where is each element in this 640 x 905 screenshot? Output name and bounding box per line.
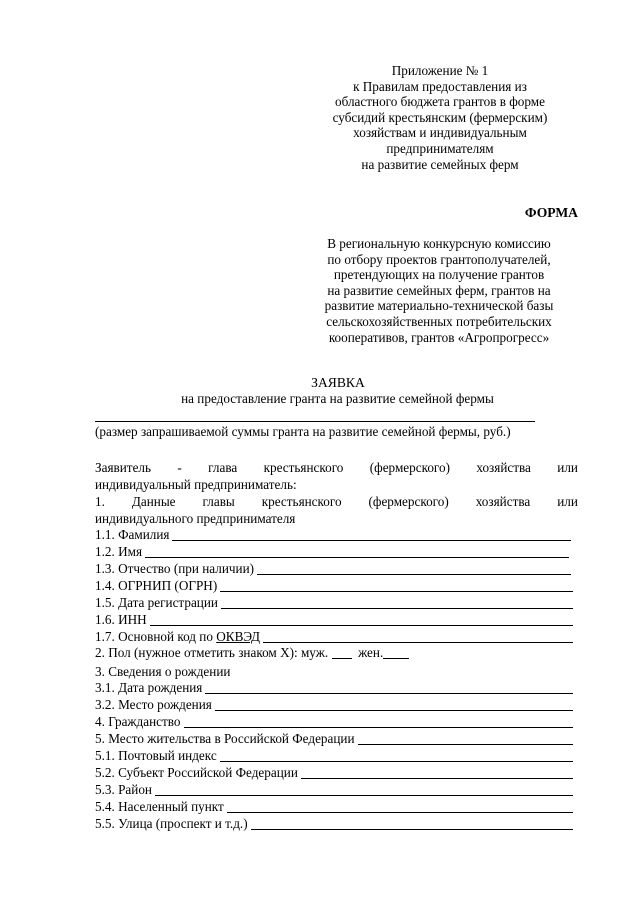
field-label: 5. Место жительства в Российской Федерации [95,731,355,747]
appendix-line: на развитие семейных ферм [361,156,519,172]
grant-amount-caption: (размер запрашиваемой суммы гранта на развитие семейной фермы, руб.) [95,424,511,439]
field-citizenship [95,714,573,730]
field-birth-place [95,697,573,713]
word: крестьянского [261,494,342,509]
street-input[interactable] [251,817,573,830]
field-label: 5.3. Район [95,782,152,798]
field-patronymic [95,561,571,577]
addressee-line: сельскохозяйственных потребительских [326,313,552,329]
field-street [95,816,573,832]
appendix-header [300,63,580,172]
field-label: 5.1. Почтовый индекс [95,748,217,764]
word: глава [208,460,238,475]
field-label: 5.5. Улица (проспект и т.д.) [95,816,248,832]
addressee-line: по отбору проектов грантополучателей, [327,251,551,267]
word: главы [202,494,235,509]
patronymic-input[interactable] [257,562,571,575]
word: - [177,460,182,475]
sex-label: 2. Пол (нужное отметить знаком Х): муж. [95,645,329,660]
appendix-line: областного бюджета грантов в форме [335,94,545,110]
field-federal-subject [95,765,573,781]
addressee-line: В региональную конкурсную комиссию [327,236,551,251]
word: Заявитель [95,460,152,475]
okved-prefix: 1.7. Основной код по [95,629,213,645]
word: (фермерского) [368,494,449,509]
word: Данные [131,494,176,509]
field-label: 1.3. Отчество (при наличии) [95,561,255,577]
word: (фермерского) [369,460,450,475]
appendix-line: субсидий крестьянским (фермерским) [332,109,548,125]
field-label: 3.2. Место рождения [95,697,212,713]
field-label: 4. Гражданство [95,714,181,730]
birth-place-input[interactable] [215,698,573,711]
application-title: ЗАЯВКА [311,375,365,390]
field-last-name [95,527,571,543]
word: хозяйства [476,460,531,475]
form-label: ФОРМА [524,205,578,220]
birth-date-input[interactable] [205,681,573,694]
appendix-line: к Правилам предоставления из [353,78,527,94]
section-3-heading: 3. Сведения о рождении [95,664,231,679]
applicant-line-2: индивидуальный предприниматель: [95,477,297,492]
word: хозяйства [475,494,531,509]
federal-subject-input[interactable] [301,766,573,779]
field-first-name [95,544,569,560]
field-label: 1.5. Дата регистрации [95,595,218,611]
section-1-heading-line-2: индивидуального предпринимателя [95,511,296,526]
grant-amount-field[interactable] [95,421,535,422]
ogrnip-input[interactable] [220,579,573,592]
sex-female-checkbox[interactable] [383,646,409,659]
sex-female-label: жен. [358,645,384,660]
last-name-input[interactable] [172,528,571,541]
field-district [95,782,573,798]
field-label: 1.2. Имя [95,544,143,560]
field-label: 1.6. ИНН [95,612,147,628]
postal-code-input[interactable] [220,749,573,762]
word: или [557,460,578,475]
applicant-line [95,460,578,476]
citizenship-input[interactable] [184,715,573,728]
application-subtitle: на предоставление гранта на развитие семейной фермы [181,391,494,406]
inn-input[interactable] [150,613,573,626]
field-ogrnip [95,578,573,594]
field-label: 1.1. Фамилия [95,527,170,543]
appendix-line: хозяйствам и индивидуальным [353,125,527,141]
field-okved-code [95,629,573,645]
field-postal-code [95,748,573,764]
addressee-block [300,236,578,345]
field-label: 1.4. ОГРНИП (ОГРН) [95,578,218,594]
field-label: 3.1. Дата рождения [95,680,203,696]
residence-input[interactable] [358,732,573,745]
field-inn [95,612,573,628]
registration-date-input[interactable] [221,596,573,609]
sex-male-checkbox[interactable] [332,646,352,659]
field-label [95,629,263,645]
section-1-heading [95,494,578,510]
word: крестьянского [263,460,344,475]
okved-code-input[interactable] [263,630,573,643]
field-sex [95,645,409,661]
field-settlement [95,799,573,815]
okved-link[interactable]: ОКВЭД [216,629,260,645]
field-residence [95,731,573,747]
appendix-line: предпринимателям [386,140,494,156]
appendix-line: Приложение № 1 [391,63,489,78]
district-input[interactable] [155,783,573,796]
addressee-line: развитие материально-технической базы [324,298,554,314]
settlement-input[interactable] [227,800,573,813]
field-registration-date [95,595,573,611]
field-label: 5.2. Субъект Российской Федерации [95,765,298,781]
field-birth-date [95,680,573,696]
addressee-line: кооперативов, грантов «Агропрогресс» [328,329,550,345]
field-label: 5.4. Населенный пункт [95,799,224,815]
word: 1. [95,494,105,509]
addressee-line: претендующих на получение грантов [333,267,545,283]
first-name-input[interactable] [145,545,569,558]
word: или [557,494,578,509]
addressee-line: на развитие семейных ферм, грантов на [327,282,551,298]
